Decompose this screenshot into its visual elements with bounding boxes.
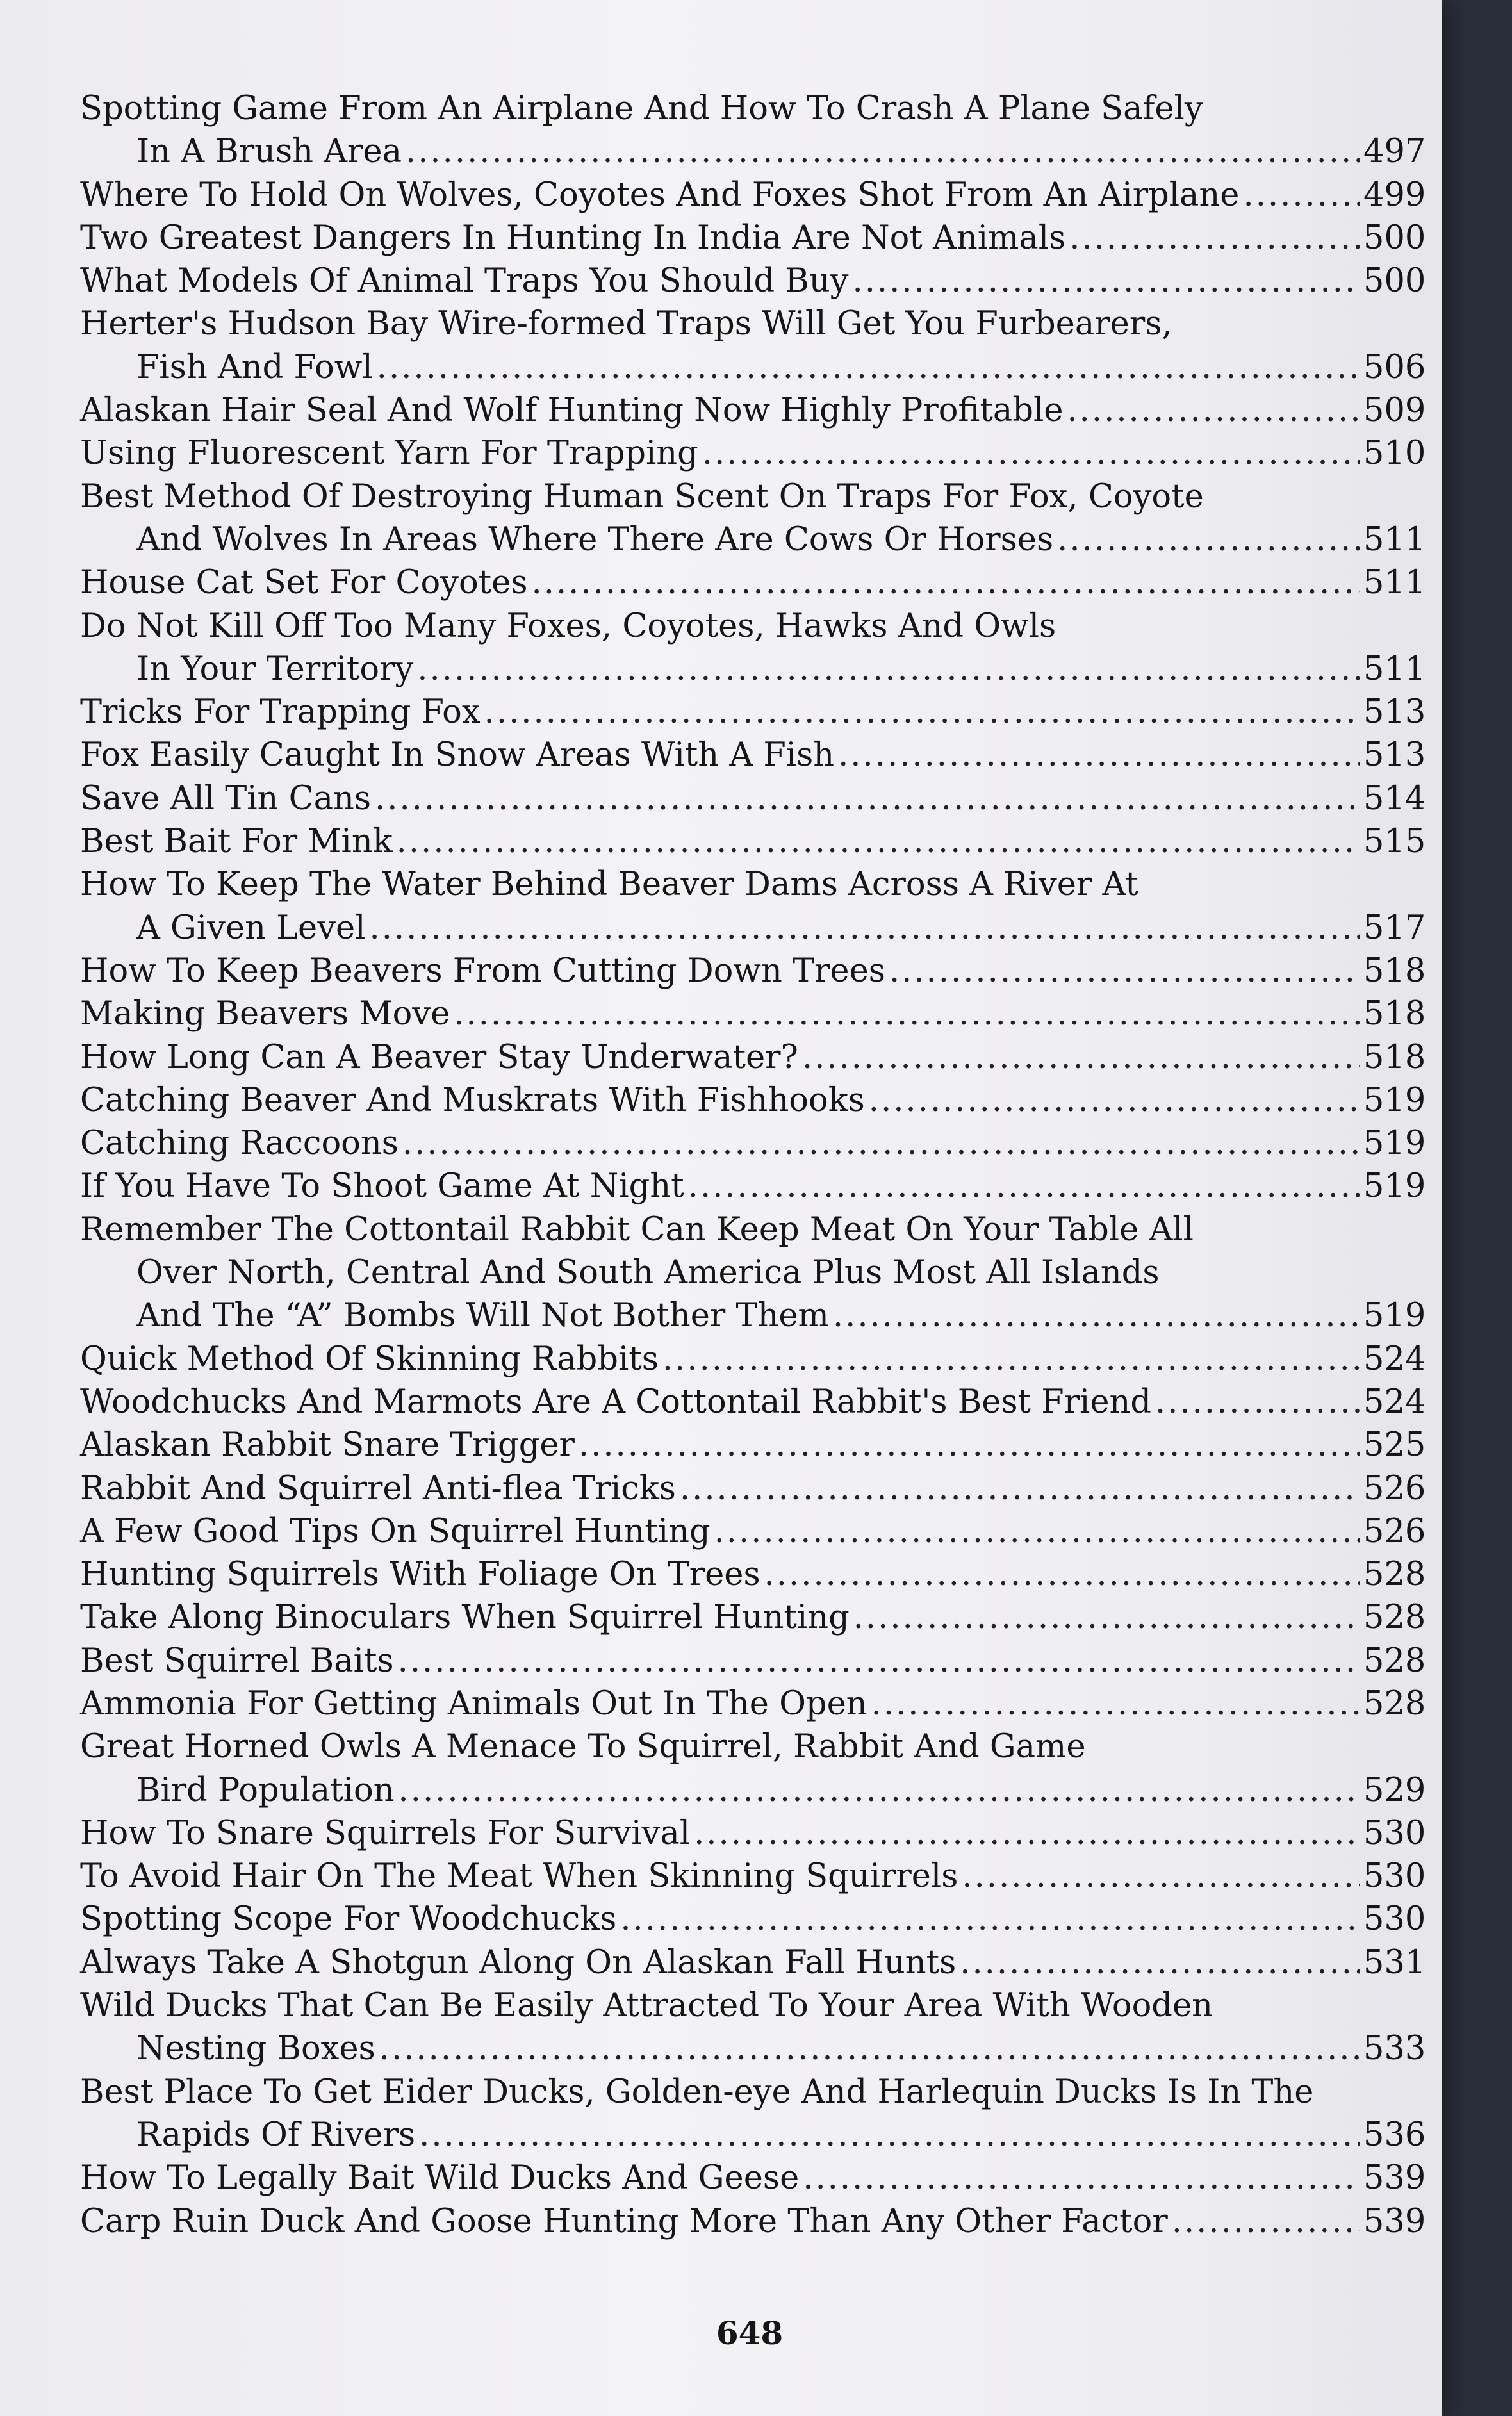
toc-entry xyxy=(80,1469,1426,1513)
toc-entry-line xyxy=(80,262,1426,305)
toc-entry-continuation-line xyxy=(80,650,1426,693)
dot-leader xyxy=(688,1167,1360,1205)
toc-entry-page: 530 xyxy=(1363,1900,1426,1939)
toc-entry-line xyxy=(80,1038,1426,1081)
toc-entry xyxy=(80,1167,1426,1210)
toc-entry-title: What Models Of Animal Traps You Should Buy xyxy=(80,262,849,300)
dot-leader xyxy=(853,1598,1360,1636)
toc-entry xyxy=(80,1987,1426,2073)
dot-leader xyxy=(852,262,1360,300)
toc-entry-line xyxy=(80,951,1426,995)
toc-entry-title: House Cat Set For Coyotes xyxy=(80,564,528,602)
toc-entry-page: 511 xyxy=(1363,650,1426,688)
toc-entry-page: 539 xyxy=(1363,2202,1426,2240)
toc-entry-title: Over North, Central And South America Plus Most All Islands xyxy=(136,1254,1160,1292)
toc-entry-title: Bird Population xyxy=(136,1771,395,1809)
toc-entry xyxy=(80,1598,1426,1641)
toc-entry-line xyxy=(80,2202,1426,2246)
toc-entry xyxy=(80,736,1426,779)
toc-entry-line xyxy=(80,1814,1426,1857)
toc-entry-title: Rabbit And Squirrel Anti-flea Tricks xyxy=(80,1469,676,1508)
toc-entry-title: Do Not Kill Off Too Many Foxes, Coyotes, Hawks And Owls xyxy=(80,607,1056,645)
dot-leader xyxy=(802,1039,1360,1076)
toc-entry-line xyxy=(80,2159,1426,2202)
toc-entry-page: 539 xyxy=(1363,2159,1426,2198)
toc-entry-page: 518 xyxy=(1363,995,1426,1033)
toc-entry-line xyxy=(80,1512,1426,1556)
toc-entry xyxy=(80,564,1426,607)
toc-entry-page: 528 xyxy=(1363,1556,1426,1594)
toc-entry xyxy=(80,1426,1426,1469)
toc-entry-page: 519 xyxy=(1363,1297,1426,1335)
toc-entry-title: Quick Method Of Skinning Rabbits xyxy=(80,1340,659,1378)
toc-entry-title: Remember The Cottontail Rabbit Can Keep Meat On Your Table All xyxy=(80,1210,1194,1249)
toc-entry-title: And The “A” Bombs Will Not Bother Them xyxy=(136,1297,829,1335)
toc-entry-title: How To Snare Squirrels For Survival xyxy=(80,1814,691,1852)
toc-entry xyxy=(80,1857,1426,1900)
toc-entry xyxy=(80,2073,1426,2160)
toc-entry-title: Best Method Of Destroying Human Scent On Traps For Fox, Coyote xyxy=(80,477,1204,516)
dot-leader xyxy=(579,1426,1360,1464)
dot-leader xyxy=(419,2116,1360,2154)
dot-leader xyxy=(1172,2203,1360,2240)
toc-entry xyxy=(80,779,1426,823)
toc-entry-title: A Given Level xyxy=(136,908,366,947)
toc-entry-line xyxy=(80,736,1426,779)
toc-entry-title: Herter's Hudson Bay Wire-formed Traps Will Get You Furbearers, xyxy=(80,305,1172,343)
toc-entry-continuation-line xyxy=(80,1254,1422,1297)
dot-leader xyxy=(960,1944,1360,1982)
toc-entry xyxy=(80,262,1426,305)
toc-entry xyxy=(80,1943,1426,1987)
toc-entry-page: 536 xyxy=(1363,2116,1426,2154)
toc-entry-title: Catching Beaver And Muskrats With Fishhooks xyxy=(80,1081,865,1119)
dot-leader xyxy=(962,1857,1360,1895)
toc-entry-line xyxy=(80,823,1426,866)
toc-entry-page: 525 xyxy=(1363,1426,1426,1465)
toc-entry-page: 526 xyxy=(1363,1512,1426,1550)
dot-leader xyxy=(1155,1383,1360,1421)
dot-leader xyxy=(889,952,1360,990)
toc-entry-line xyxy=(80,1469,1426,1513)
dot-leader xyxy=(1243,176,1360,214)
toc-entry xyxy=(80,305,1426,391)
toc-entry-page: 506 xyxy=(1363,348,1426,386)
toc-entry-page: 526 xyxy=(1363,1469,1426,1508)
dot-leader xyxy=(662,1340,1360,1378)
toc-entry-title: A Few Good Tips On Squirrel Hunting xyxy=(80,1512,711,1550)
toc-entry xyxy=(80,176,1426,219)
toc-entry xyxy=(80,1340,1426,1383)
toc-entry-page: 524 xyxy=(1363,1340,1426,1378)
toc-entry-page: 515 xyxy=(1363,823,1426,861)
toc-entry xyxy=(80,1728,1426,1814)
toc-entry-title: Where To Hold On Wolves, Coyotes And Foxes Shot From An Airplane xyxy=(80,176,1240,214)
toc-entry-page: 511 xyxy=(1363,520,1426,559)
toc-entry-title: Always Take A Shotgun Along On Alaskan Fall Hunts xyxy=(80,1943,957,1982)
toc-entry-page: 500 xyxy=(1363,262,1426,300)
dot-leader xyxy=(375,780,1360,818)
toc-entry-page: 528 xyxy=(1363,1641,1426,1680)
toc-entry-page: 517 xyxy=(1363,908,1426,947)
toc-entry-page: 528 xyxy=(1363,1684,1426,1723)
toc-entry-line xyxy=(80,564,1426,607)
dot-leader xyxy=(702,434,1360,472)
toc-entry-title: Wild Ducks That Can Be Easily Attracted To Your Area With Wooden xyxy=(80,1987,1213,2025)
dot-leader xyxy=(838,736,1360,774)
toc-entry xyxy=(80,693,1426,736)
toc-entry-title: Catching Raccoons xyxy=(80,1124,399,1163)
toc-entry-title: To Avoid Hair On The Meat When Skinning Squirrels xyxy=(80,1857,958,1896)
toc-entry-line xyxy=(80,2073,1422,2116)
toc-entry-title: And Wolves In Areas Where There Are Cows Or Horses xyxy=(136,520,1054,559)
toc-entry-continuation-line xyxy=(80,1297,1426,1340)
toc-entry-page: 519 xyxy=(1363,1081,1426,1119)
toc-entry-page: 518 xyxy=(1363,1038,1426,1076)
table-of-contents xyxy=(80,90,1426,2246)
dot-leader xyxy=(377,349,1360,386)
toc-entry-title: Using Fluorescent Yarn For Trapping xyxy=(80,434,698,473)
toc-entry-title: Two Greatest Dangers In Hunting In India Are Not Animals xyxy=(80,218,1066,257)
toc-entry-line xyxy=(80,607,1422,650)
toc-entry-line xyxy=(80,1340,1426,1383)
toc-entry-title: Ammonia For Getting Animals Out In The Open xyxy=(80,1684,867,1723)
toc-entry-title: Rapids Of Rivers xyxy=(136,2116,416,2154)
toc-entry-continuation-line xyxy=(80,133,1426,176)
dot-leader xyxy=(399,1771,1360,1809)
toc-entry xyxy=(80,1512,1426,1556)
toc-entry-line xyxy=(80,1684,1426,1728)
toc-entry xyxy=(80,1900,1426,1943)
toc-entry-title: If You Have To Shoot Game At Night xyxy=(80,1167,684,1206)
toc-entry-title: Alaskan Rabbit Snare Trigger xyxy=(80,1426,575,1465)
toc-entry-page: 497 xyxy=(1363,133,1426,171)
toc-entry-line xyxy=(80,305,1422,348)
toc-entry-title: Tricks For Trapping Fox xyxy=(80,693,481,732)
toc-entry-page: 529 xyxy=(1363,1771,1426,1809)
toc-entry-title: Alaskan Hair Seal And Wolf Hunting Now Highly Profitable xyxy=(80,391,1064,430)
toc-entry-line xyxy=(80,1081,1426,1124)
toc-entry-title: How To Legally Bait Wild Ducks And Geese xyxy=(80,2159,800,2198)
dot-leader xyxy=(398,1642,1360,1680)
toc-entry-line xyxy=(80,90,1422,133)
toc-entry-title: Spotting Game From An Airplane And How To Crash A Plane Safely xyxy=(80,90,1203,127)
toc-entry-line xyxy=(80,1124,1426,1167)
dot-leader xyxy=(379,2030,1360,2067)
toc-entry-title: Spotting Scope For Woodchucks xyxy=(80,1900,617,1939)
toc-entry xyxy=(80,1210,1426,1340)
dot-leader xyxy=(871,1685,1360,1723)
toc-entry xyxy=(80,1641,1426,1685)
toc-entry-page: 533 xyxy=(1363,2030,1426,2068)
toc-entry xyxy=(80,1684,1426,1728)
toc-entry-page: 531 xyxy=(1363,1943,1426,1982)
toc-entry-line xyxy=(80,218,1426,262)
toc-entry xyxy=(80,2202,1426,2246)
dot-leader xyxy=(1069,219,1360,257)
toc-entry-line xyxy=(80,391,1426,434)
toc-entry-page: 530 xyxy=(1363,1814,1426,1852)
dot-leader xyxy=(402,1124,1360,1162)
dot-leader xyxy=(417,650,1360,688)
toc-entry-title: Best Bait For Mink xyxy=(80,823,393,861)
toc-entry-line xyxy=(80,478,1422,521)
toc-entry xyxy=(80,823,1426,866)
toc-entry-line xyxy=(80,693,1426,736)
toc-entry xyxy=(80,1814,1426,1857)
toc-entry-title: Hunting Squirrels With Foliage On Trees xyxy=(80,1556,760,1594)
toc-entry-continuation-line xyxy=(80,2116,1426,2159)
toc-entry-line xyxy=(80,1943,1426,1987)
toc-entry xyxy=(80,90,1426,176)
dot-leader xyxy=(1057,521,1360,559)
dot-leader xyxy=(869,1081,1360,1119)
toc-entry-title: Best Squirrel Baits xyxy=(80,1641,394,1680)
toc-entry xyxy=(80,1556,1426,1598)
toc-entry-title: Save All Tin Cans xyxy=(80,779,372,818)
toc-entry-line xyxy=(80,1167,1426,1210)
toc-entry-line xyxy=(80,1641,1426,1685)
toc-entry xyxy=(80,1124,1426,1167)
toc-entry-title: How Long Can A Beaver Stay Underwater? xyxy=(80,1038,798,1076)
toc-entry-continuation-line xyxy=(80,1771,1426,1814)
toc-entry-page: 499 xyxy=(1363,176,1426,214)
toc-entry-title: Nesting Boxes xyxy=(136,2030,375,2068)
toc-entry-page: 509 xyxy=(1363,391,1426,430)
toc-entry-line xyxy=(80,1728,1422,1771)
toc-entry xyxy=(80,1038,1426,1081)
toc-entry-continuation-line xyxy=(80,520,1426,564)
dot-leader xyxy=(406,133,1360,170)
toc-entry xyxy=(80,951,1426,995)
toc-entry xyxy=(80,218,1426,262)
toc-entry-line xyxy=(80,434,1426,477)
toc-entry-title: Making Beavers Move xyxy=(80,995,450,1033)
toc-entry-title: How To Keep The Water Behind Beaver Dams Across A River At xyxy=(80,866,1138,904)
toc-entry-line xyxy=(80,1598,1426,1641)
toc-entry-page: 511 xyxy=(1363,564,1426,602)
toc-entry-page: 500 xyxy=(1363,218,1426,257)
toc-entry-page: 519 xyxy=(1363,1167,1426,1206)
dot-leader xyxy=(680,1470,1360,1508)
toc-entry-line xyxy=(80,779,1426,823)
toc-entry-line xyxy=(80,1211,1422,1254)
toc-entry-title: Woodchucks And Marmots Are A Cottontail Rabbit's Best Friend xyxy=(80,1383,1152,1421)
dot-leader xyxy=(532,564,1360,602)
dot-leader xyxy=(1067,391,1360,429)
toc-entry-page: 513 xyxy=(1363,693,1426,732)
toc-entry xyxy=(80,995,1426,1038)
toc-entry-page: 524 xyxy=(1363,1383,1426,1421)
toc-entry xyxy=(80,477,1426,564)
toc-entry-line xyxy=(80,1556,1426,1598)
dot-leader xyxy=(620,1900,1360,1938)
toc-entry-page: 513 xyxy=(1363,736,1426,775)
toc-entry-continuation-line xyxy=(80,348,1426,391)
toc-entry-line xyxy=(80,1857,1426,1900)
dot-leader xyxy=(803,2159,1360,2197)
toc-entry xyxy=(80,1383,1426,1426)
toc-entry-line xyxy=(80,1383,1426,1426)
page-number: 648 xyxy=(716,2314,784,2352)
toc-entry xyxy=(80,866,1426,952)
toc-entry-page: 510 xyxy=(1363,434,1426,473)
dot-leader xyxy=(370,909,1360,947)
toc-entry xyxy=(80,2159,1426,2202)
dot-leader xyxy=(764,1556,1360,1593)
toc-entry-page: 528 xyxy=(1363,1598,1426,1637)
toc-entry-title: Carp Ruin Duck And Goose Hunting More Than Any Other Factor xyxy=(80,2202,1168,2240)
toc-entry-page: 518 xyxy=(1363,951,1426,990)
toc-entry-title: In A Brush Area xyxy=(136,133,402,171)
toc-entry-line xyxy=(80,995,1426,1038)
toc-entry-title: In Your Territory xyxy=(136,650,414,688)
toc-entry-line xyxy=(80,1987,1422,2030)
dot-leader xyxy=(484,693,1360,731)
toc-entry xyxy=(80,434,1426,477)
toc-entry-page: 530 xyxy=(1363,1857,1426,1896)
toc-entry-title: Fox Easily Caught In Snow Areas With A Fish xyxy=(80,736,835,775)
toc-entry xyxy=(80,607,1426,694)
dot-leader xyxy=(397,823,1360,860)
toc-entry-line xyxy=(80,1900,1426,1943)
toc-entry-line xyxy=(80,866,1422,908)
toc-entry-continuation-line xyxy=(80,2030,1426,2073)
toc-entry-line xyxy=(80,176,1426,219)
toc-entry-title: How To Keep Beavers From Cutting Down Trees xyxy=(80,951,885,990)
toc-entry-page: 514 xyxy=(1363,779,1426,818)
toc-entry xyxy=(80,391,1426,434)
toc-entry-line xyxy=(80,1426,1426,1469)
toc-entry-continuation-line xyxy=(80,908,1426,952)
toc-entry-title: Great Horned Owls A Menace To Squirrel, Rabbit And Game xyxy=(80,1728,1086,1766)
dot-leader xyxy=(694,1814,1360,1852)
toc-entry-title: Take Along Binoculars When Squirrel Hunting xyxy=(80,1598,850,1637)
toc-entry-title: Best Place To Get Eider Ducks, Golden-eye And Harlequin Ducks Is In The xyxy=(80,2073,1314,2111)
toc-entry xyxy=(80,1081,1426,1124)
dot-leader xyxy=(454,995,1360,1033)
dot-leader xyxy=(714,1513,1360,1550)
dot-leader xyxy=(833,1297,1360,1335)
toc-entry-page: 519 xyxy=(1363,1124,1426,1163)
toc-entry-title: Fish And Fowl xyxy=(136,348,373,386)
